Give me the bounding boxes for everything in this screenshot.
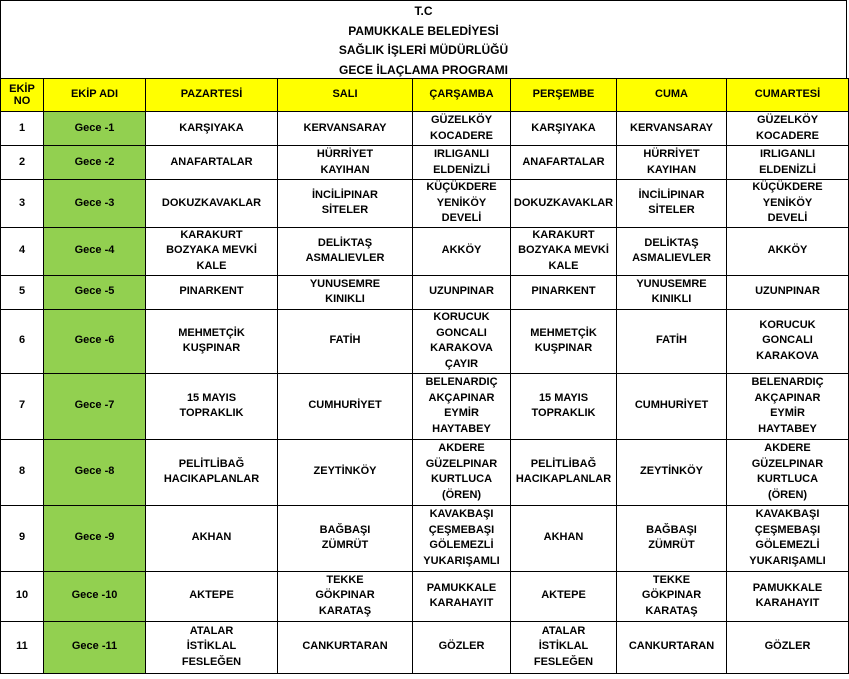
location-cell-tuesday: HÜRRİYET KAYIHAN bbox=[278, 146, 413, 180]
team-name-cell: Gece -1 bbox=[44, 112, 146, 146]
location-cell-wednesday: KÜÇÜKDERE YENİKÖY DEVELİ bbox=[413, 180, 511, 228]
location-cell-tuesday: DELİKTAŞ ASMALIEVLER bbox=[278, 227, 413, 275]
team-number-cell: 9 bbox=[1, 505, 44, 571]
team-name-cell: Gece -8 bbox=[44, 439, 146, 505]
team-name-cell: Gece -6 bbox=[44, 309, 146, 373]
location-cell-thursday: KARAKURT BOZYAKA MEVKİ KALE bbox=[511, 227, 617, 275]
location-cell-tuesday: ZEYTİNKÖY bbox=[278, 439, 413, 505]
location-cell-saturday: AKKÖY bbox=[727, 227, 849, 275]
title-department: SAĞLIK İŞLERİ MÜDÜRLÜĞÜ bbox=[338, 43, 509, 57]
team-number-cell: 10 bbox=[1, 571, 44, 621]
location-cell-monday: AKTEPE bbox=[146, 571, 278, 621]
location-cell-monday: ANAFARTALAR bbox=[146, 146, 278, 180]
location-cell-saturday: KORUCUK GONCALI KARAKOVA bbox=[727, 309, 849, 373]
location-cell-thursday: ANAFARTALAR bbox=[511, 146, 617, 180]
location-cell-tuesday: FATİH bbox=[278, 309, 413, 373]
location-cell-tuesday: İNCİLİPINAR SİTELER bbox=[278, 180, 413, 228]
table-row bbox=[1, 146, 849, 180]
location-cell-thursday: DOKUZKAVAKLAR bbox=[511, 180, 617, 228]
team-number-cell: 8 bbox=[1, 439, 44, 505]
column-header-wednesday: ÇARŞAMBA bbox=[413, 79, 511, 112]
location-cell-wednesday: IRLIGANLI ELDENİZLİ bbox=[413, 146, 511, 180]
table-row bbox=[1, 309, 849, 373]
table-row bbox=[1, 505, 849, 571]
location-cell-friday: FATİH bbox=[617, 309, 727, 373]
team-name-cell: Gece -2 bbox=[44, 146, 146, 180]
location-cell-tuesday: CUMHURİYET bbox=[278, 373, 413, 439]
location-cell-tuesday: BAĞBAŞI ZÜMRÜT bbox=[278, 505, 413, 571]
title-municipality: PAMUKKALE BELEDİYESİ bbox=[348, 23, 499, 38]
location-cell-friday: ZEYTİNKÖY bbox=[617, 439, 727, 505]
team-name-cell: Gece -10 bbox=[44, 571, 146, 621]
team-name-cell: Gece -3 bbox=[44, 180, 146, 228]
location-cell-friday: HÜRRİYET KAYIHAN bbox=[617, 146, 727, 180]
column-header-thursday: PERŞEMBE bbox=[511, 79, 617, 112]
column-header-friday: CUMA bbox=[617, 79, 727, 112]
location-cell-wednesday: AKDERE GÜZELPINAR KURTLUCA (ÖREN) bbox=[413, 439, 511, 505]
column-header-saturday: CUMARTESİ bbox=[727, 79, 849, 112]
location-cell-tuesday: YUNUSEMRE KINIKLI bbox=[278, 275, 413, 309]
location-cell-friday: CUMHURİYET bbox=[617, 373, 727, 439]
location-cell-wednesday: BELENARDIÇ AKÇAPINAR EYMİR HAYTABEY bbox=[413, 373, 511, 439]
location-cell-wednesday: PAMUKKALE KARAHAYIT bbox=[413, 571, 511, 621]
column-header-monday: PAZARTESİ bbox=[146, 79, 278, 112]
team-name-cell: Gece -4 bbox=[44, 227, 146, 275]
team-number-cell: 7 bbox=[1, 373, 44, 439]
team-name-cell: Gece -9 bbox=[44, 505, 146, 571]
location-cell-monday: AKHAN bbox=[146, 505, 278, 571]
location-cell-friday: BAĞBAŞI ZÜMRÜT bbox=[617, 505, 727, 571]
title-tc: T.C bbox=[414, 4, 433, 18]
location-cell-tuesday: CANKURTARAN bbox=[278, 621, 413, 673]
location-cell-thursday: MEHMETÇİK KUŞPINAR bbox=[511, 309, 617, 373]
table-row bbox=[1, 180, 849, 228]
table-row bbox=[1, 571, 849, 621]
team-name-cell: Gece -5 bbox=[44, 275, 146, 309]
location-cell-monday: KARŞIYAKA bbox=[146, 112, 278, 146]
location-cell-saturday: PAMUKKALE KARAHAYIT bbox=[727, 571, 849, 621]
team-name-cell: Gece -7 bbox=[44, 373, 146, 439]
column-header-team-no: EKİP NO bbox=[1, 79, 44, 112]
table-row bbox=[1, 227, 849, 275]
location-cell-wednesday: KORUCUK GONCALI KARAKOVA ÇAYIR bbox=[413, 309, 511, 373]
column-header-tuesday: SALI bbox=[278, 79, 413, 112]
table-row bbox=[1, 621, 849, 673]
location-cell-thursday: AKTEPE bbox=[511, 571, 617, 621]
location-cell-saturday: UZUNPINAR bbox=[727, 275, 849, 309]
team-number-cell: 4 bbox=[1, 227, 44, 275]
table-row bbox=[1, 112, 849, 146]
location-cell-monday: KARAKURT BOZYAKA MEVKİ KALE bbox=[146, 227, 278, 275]
location-cell-monday: PELİTLİBAĞ HACIKAPLANLAR bbox=[146, 439, 278, 505]
location-cell-monday: MEHMETÇİK KUŞPINAR bbox=[146, 309, 278, 373]
location-cell-friday: CANKURTARAN bbox=[617, 621, 727, 673]
location-cell-friday: DELİKTAŞ ASMALIEVLER bbox=[617, 227, 727, 275]
location-cell-saturday: GÜZELKÖY KOCADERE bbox=[727, 112, 849, 146]
location-cell-wednesday: UZUNPINAR bbox=[413, 275, 511, 309]
location-cell-thursday: PINARKENT bbox=[511, 275, 617, 309]
table-row bbox=[1, 439, 849, 505]
location-cell-friday: İNCİLİPINAR SİTELER bbox=[617, 180, 727, 228]
location-cell-monday: DOKUZKAVAKLAR bbox=[146, 180, 278, 228]
document-title-block bbox=[0, 0, 847, 78]
location-cell-saturday: KAVAKBAŞI ÇEŞMEBAŞI GÖLEMEZLİ YUKARIŞAMLI bbox=[727, 505, 849, 571]
location-cell-thursday: 15 MAYIS TOPRAKLIK bbox=[511, 373, 617, 439]
location-cell-wednesday: AKKÖY bbox=[413, 227, 511, 275]
location-cell-thursday: ATALAR İSTİKLAL FESLEĞEN bbox=[511, 621, 617, 673]
location-cell-saturday: KÜÇÜKDERE YENİKÖY DEVELİ bbox=[727, 180, 849, 228]
location-cell-monday: 15 MAYIS TOPRAKLIK bbox=[146, 373, 278, 439]
team-number-cell: 11 bbox=[1, 621, 44, 673]
location-cell-wednesday: GÖZLER bbox=[413, 621, 511, 673]
team-name-cell: Gece -11 bbox=[44, 621, 146, 673]
title-program: GECE İLAÇLAMA PROGRAMI bbox=[339, 62, 508, 77]
location-cell-thursday: PELİTLİBAĞ HACIKAPLANLAR bbox=[511, 439, 617, 505]
team-number-cell: 1 bbox=[1, 112, 44, 146]
table-header-row bbox=[1, 79, 849, 112]
location-cell-saturday: BELENARDIÇ AKÇAPINAR EYMİR HAYTABEY bbox=[727, 373, 849, 439]
team-number-cell: 3 bbox=[1, 180, 44, 228]
location-cell-friday: TEKKE GÖKPINAR KARATAŞ bbox=[617, 571, 727, 621]
location-cell-saturday: AKDERE GÜZELPINAR KURTLUCA (ÖREN) bbox=[727, 439, 849, 505]
location-cell-monday: ATALAR İSTİKLAL FESLEĞEN bbox=[146, 621, 278, 673]
location-cell-monday: PINARKENT bbox=[146, 275, 278, 309]
location-cell-tuesday: TEKKE GÖKPINAR KARATAŞ bbox=[278, 571, 413, 621]
team-number-cell: 2 bbox=[1, 146, 44, 180]
location-cell-friday: YUNUSEMRE KINIKLI bbox=[617, 275, 727, 309]
location-cell-friday: KERVANSARAY bbox=[617, 112, 727, 146]
location-cell-wednesday: KAVAKBAŞI ÇEŞMEBAŞI GÖLEMEZLİ YUKARIŞAMLI bbox=[413, 505, 511, 571]
location-cell-thursday: KARŞIYAKA bbox=[511, 112, 617, 146]
spraying-program-table bbox=[0, 78, 849, 674]
team-number-cell: 6 bbox=[1, 309, 44, 373]
column-header-team-name: EKİP ADI bbox=[44, 79, 146, 112]
location-cell-saturday: IRLIGANLI ELDENİZLİ bbox=[727, 146, 849, 180]
table-row bbox=[1, 373, 849, 439]
location-cell-wednesday: GÜZELKÖY KOCADERE bbox=[413, 112, 511, 146]
location-cell-thursday: AKHAN bbox=[511, 505, 617, 571]
table-row bbox=[1, 275, 849, 309]
location-cell-tuesday: KERVANSARAY bbox=[278, 112, 413, 146]
team-number-cell: 5 bbox=[1, 275, 44, 309]
location-cell-saturday: GÖZLER bbox=[727, 621, 849, 673]
